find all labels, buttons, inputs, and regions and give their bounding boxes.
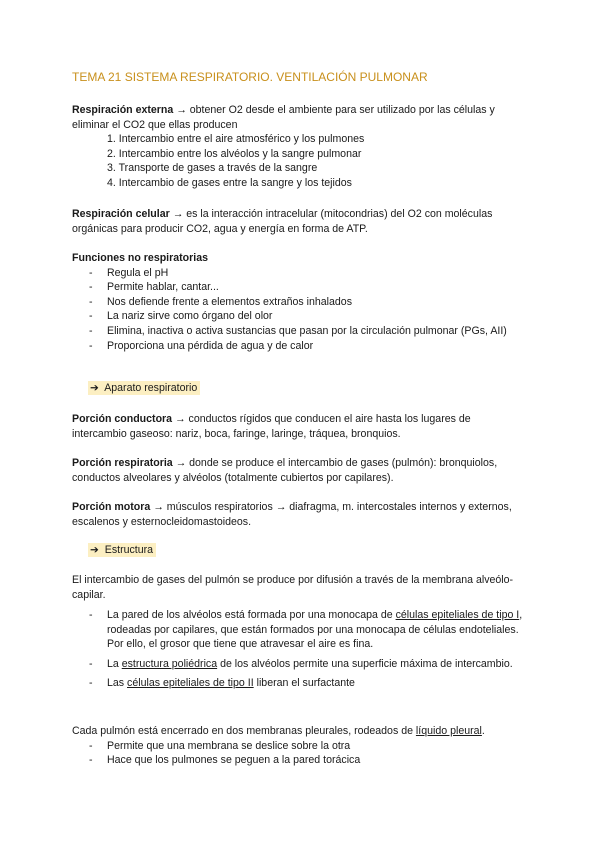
respiratory-portion-paragraph: Porción respiratoria → donde se produce el intercambio de gases (pulmón): bronquiolos, conductos alveolares y alvéolos (totalmente cubiertos por capilares). bbox=[72, 457, 498, 484]
structure-section bbox=[72, 608, 527, 696]
non-respiratory-functions-heading: Funciones no respiratorias bbox=[72, 252, 208, 264]
external-respiration-list bbox=[72, 132, 527, 190]
list-item: - Proporciona una pérdida de agua y de calor bbox=[89, 339, 314, 352]
cellular-respiration-text: → es la interacción intracelular (mitocondrias) del O2 con moléculas orgánicas para producir CO2, agua y energía en forma de ATP. bbox=[72, 208, 493, 235]
dash-bullet: - bbox=[89, 339, 93, 352]
list-item: - Elimina, inactiva o activa sustancias que pasan por la circulación pulmonar (PGs, AII) bbox=[89, 324, 507, 337]
list-item: - Las células epiteliales de tipo II liberan el surfactante bbox=[89, 677, 355, 690]
section-heading-estructura bbox=[88, 543, 156, 558]
section-heading-aparato-label: Aparato respiratorio bbox=[104, 382, 198, 394]
list-item: - La nariz sirve como órgano del olor bbox=[89, 310, 273, 323]
list-item: 2. Intercambio entre los alvéolos y la sangre pulmonar bbox=[107, 147, 362, 160]
pleura-section bbox=[72, 724, 527, 768]
conducting-portion-term: Porción conductora bbox=[72, 413, 173, 425]
external-respiration-text: → obtener O2 desde el ambiente para ser utilizado por las células y eliminar el CO2 que ellas producen bbox=[72, 104, 495, 131]
dash-bullet: - bbox=[89, 324, 93, 337]
list-item: - La pared de los alvéolos está formada por una monocapa de células epiteliales de tipo I, rodeadas por capilares, que están formados por una monocapa de células endoteliales. Por ello, el grosor que tiene que atravesar el aire es fina. bbox=[89, 609, 523, 651]
pleura-paragraph: Cada pulmón está encerrado en dos membranas pleurales, rodeados de líquido pleural. bbox=[72, 725, 485, 737]
underlined-term: células epiteliales de tipo I bbox=[395, 609, 520, 621]
dash-bullet: - bbox=[89, 266, 93, 279]
section-heading-aparato bbox=[88, 381, 200, 396]
dash-bullet: - bbox=[89, 310, 93, 323]
list-item: - Hace que los pulmones se peguen a la pared torácica bbox=[89, 754, 361, 767]
dash-bullet: - bbox=[89, 281, 93, 294]
gas-exchange-intro: El intercambio de gases del pulmón se produce por difusión a través de la membrana alveólo-capilar. bbox=[72, 574, 514, 601]
list-item: 1. Intercambio entre el aire atmosférico y los pulmones bbox=[107, 133, 365, 146]
structure-list bbox=[72, 608, 527, 691]
underlined-term: células epiteliales de tipo II bbox=[127, 677, 254, 690]
list-item: 3. Transporte de gases a través de la sangre bbox=[107, 162, 318, 175]
cellular-respiration-paragraph bbox=[72, 207, 527, 236]
external-respiration-paragraph bbox=[72, 103, 527, 132]
dash-bullet: - bbox=[89, 609, 93, 621]
external-respiration-term: Respiración externa bbox=[72, 104, 174, 116]
dash-bullet: - bbox=[89, 677, 93, 690]
pleura-list bbox=[72, 739, 527, 768]
motor-portion-term: Porción motora bbox=[72, 501, 151, 513]
arrow-icon: ➔ bbox=[90, 382, 99, 394]
cellular-respiration-term: Respiración celular bbox=[72, 208, 170, 220]
underlined-term: estructura poliédrica bbox=[121, 657, 218, 670]
section-heading-estructura-label: Estructura bbox=[104, 544, 154, 556]
document-title: TEMA 21 SISTEMA RESPIRATORIO. VENTILACIÓN PULMONAR bbox=[72, 70, 428, 84]
list-item: - Nos defiende frente a elementos extraños inhalados bbox=[89, 295, 352, 308]
external-respiration-section bbox=[72, 103, 527, 191]
non-respiratory-functions-list bbox=[72, 266, 527, 354]
dash-bullet: - bbox=[89, 739, 93, 752]
respiratory-portion-term: Porción respiratoria bbox=[72, 457, 173, 469]
dash-bullet: - bbox=[89, 295, 93, 308]
list-item: - Permite hablar, cantar... bbox=[89, 281, 219, 294]
non-respiratory-functions-section bbox=[72, 251, 527, 353]
list-item: - Permite que una membrana se deslice sobre la otra bbox=[89, 739, 351, 752]
conducting-portion-paragraph: Porción conductora → conductos rígidos que conducen el aire hasta los lugares de intercambio gaseoso: nariz, boca, faringe, laringe, tráquea, bronquios. bbox=[72, 413, 471, 440]
dash-bullet: - bbox=[89, 657, 93, 670]
motor-portion-paragraph: Porción motora → músculos respiratorios → diafragma, m. intercostales internos y externos, escalenos y esternocleidomastoideos. bbox=[72, 501, 512, 528]
list-item: - Regula el pH bbox=[89, 266, 169, 279]
arrow-icon: ➔ bbox=[90, 544, 99, 556]
dash-bullet: - bbox=[89, 754, 93, 767]
list-item: - La estructura poliédrica de los alvéolos permite una superficie máxima de intercambio. bbox=[89, 657, 513, 670]
underlined-term: líquido pleural bbox=[415, 725, 482, 737]
list-item: 4. Intercambio de gases entre la sangre y los tejidos bbox=[107, 176, 352, 189]
